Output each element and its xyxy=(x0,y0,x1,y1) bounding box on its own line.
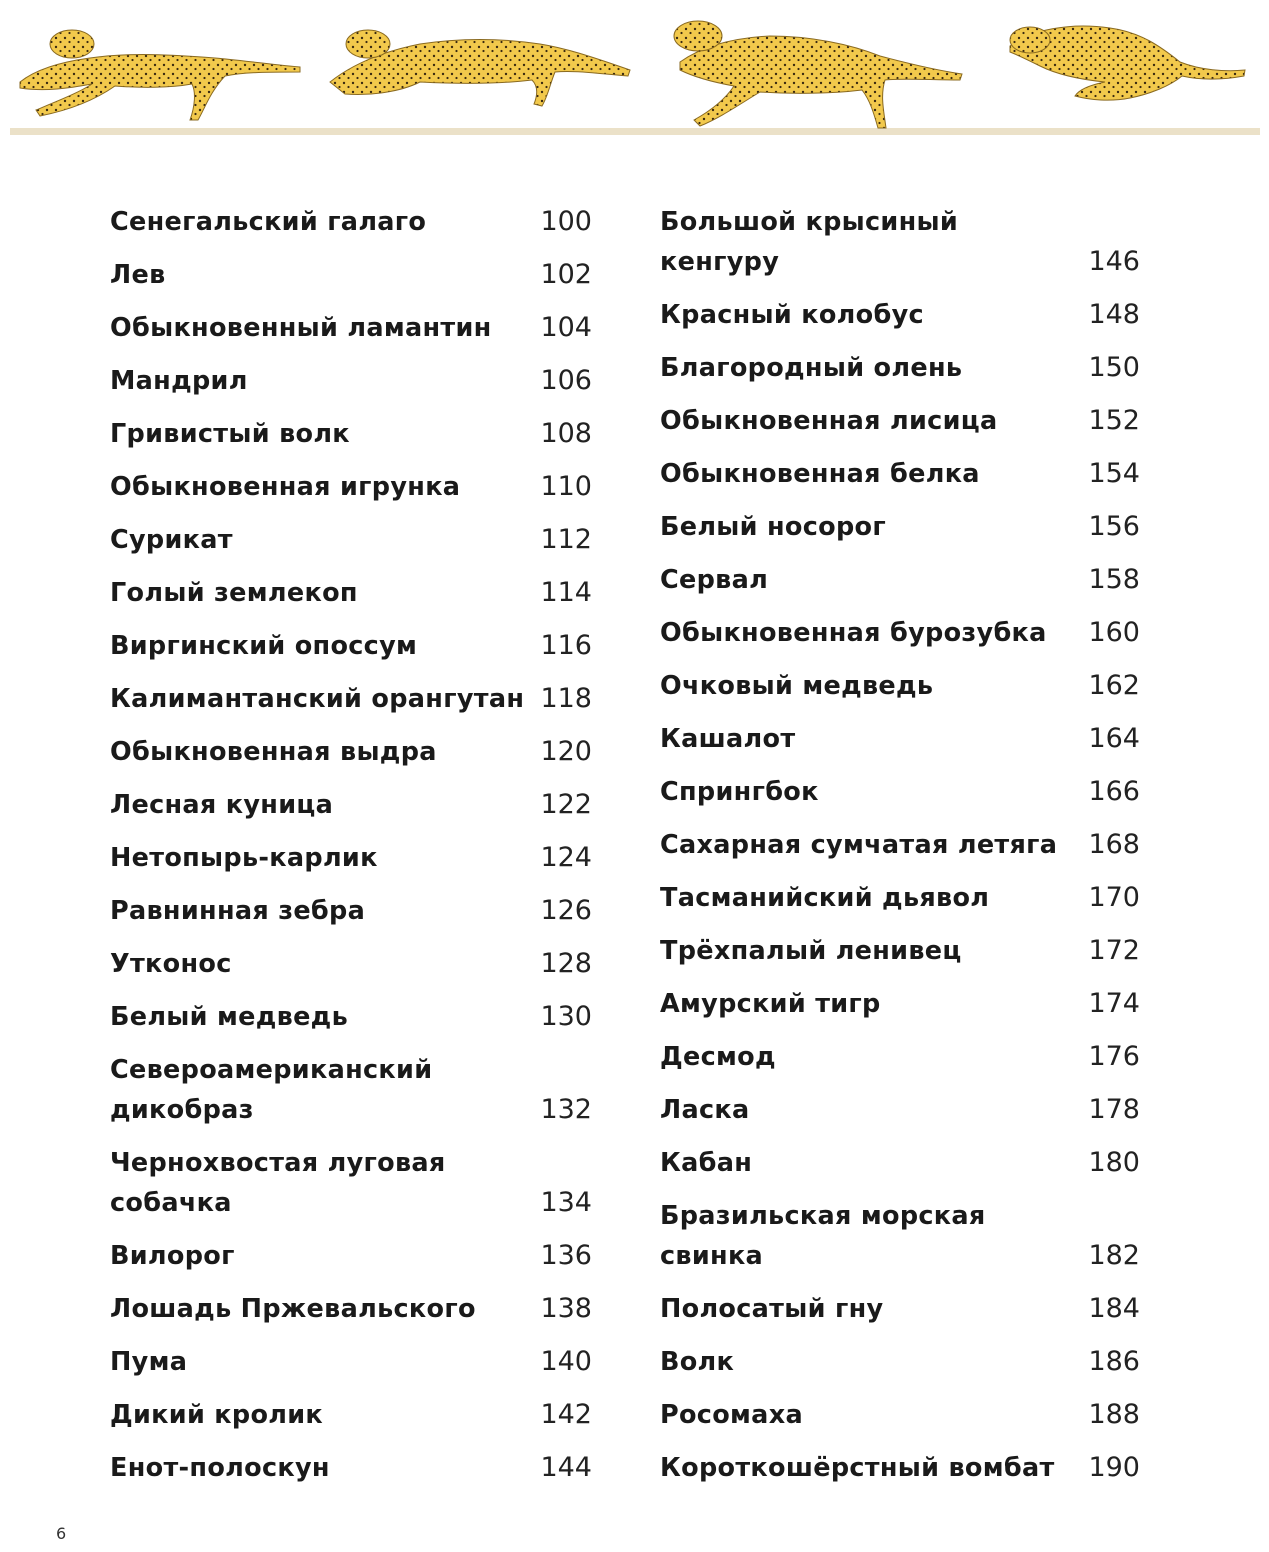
toc-entry[interactable]: Десмод 176 xyxy=(660,1041,1140,1072)
toc-entry[interactable]: Обыкновенная выдра 120 xyxy=(110,736,592,767)
toc-entry[interactable]: Сервал 158 xyxy=(660,564,1140,595)
toc-entry[interactable]: Дикий кролик 142 xyxy=(110,1399,592,1430)
toc-entry[interactable]: Росомаха 188 xyxy=(660,1399,1140,1430)
cheetah-figure-1 xyxy=(20,30,300,120)
toc-entry[interactable]: Тасманийский дьявол 170 xyxy=(660,882,1140,913)
toc-column-left xyxy=(110,202,592,1501)
toc-entry[interactable]: Полосатый гну 184 xyxy=(660,1293,1140,1324)
toc-entry[interactable]: Мандрил 106 xyxy=(110,365,592,396)
toc-entry[interactable]: Ласка 178 xyxy=(660,1094,1140,1125)
toc-entry[interactable]: Трёхпалый ленивец 172 xyxy=(660,935,1140,966)
cheetah-figure-2 xyxy=(330,30,630,106)
toc-entry[interactable]: Пума 140 xyxy=(110,1346,592,1377)
toc-entry[interactable]: Обыкновенная бурозубка 160 xyxy=(660,617,1140,648)
toc-entry[interactable]: Лесная куница 122 xyxy=(110,789,592,820)
toc-entry[interactable]: Очковый медведь 162 xyxy=(660,670,1140,701)
toc-entry[interactable]: Волк 186 xyxy=(660,1346,1140,1377)
toc-entry[interactable]: Енот-полоскун 144 xyxy=(110,1452,592,1483)
page-number: 6 xyxy=(56,1524,67,1543)
toc-entry[interactable]: Спрингбок 166 xyxy=(660,776,1140,807)
toc-entry[interactable]: Бразильская морская свинка 182 xyxy=(660,1201,1140,1271)
toc-entry[interactable]: Нетопырь-карлик 124 xyxy=(110,842,592,873)
toc-entry[interactable]: Вилорог 136 xyxy=(110,1240,592,1271)
toc-entry[interactable]: Лошадь Пржевальского 138 xyxy=(110,1293,592,1324)
toc-entry[interactable]: Короткошёрстный вомбат 190 xyxy=(660,1452,1140,1483)
toc-entry[interactable]: Утконос 128 xyxy=(110,948,592,979)
toc-entry[interactable]: Сахарная сумчатая летяга 168 xyxy=(660,829,1140,860)
toc-entry[interactable]: Равнинная зебра 126 xyxy=(110,895,592,926)
toc-entry[interactable]: Сурикат 112 xyxy=(110,524,592,555)
toc-entry[interactable]: Чернохвостая луговая собачка 134 xyxy=(110,1148,592,1218)
cheetah-figure-4 xyxy=(1010,26,1245,100)
toc-entry[interactable]: Лев 102 xyxy=(110,259,592,290)
toc-entry[interactable]: Обыкновенная игрунка 110 xyxy=(110,471,592,502)
toc-entry[interactable]: Большой крысиный кенгуру 146 xyxy=(660,207,1140,277)
toc-entry[interactable]: Обыкновенная белка 154 xyxy=(660,458,1140,489)
toc-entry[interactable]: Белый медведь 130 xyxy=(110,1001,592,1032)
toc-entry[interactable]: Амурский тигр 174 xyxy=(660,988,1140,1019)
toc-entry[interactable]: Благородный олень 150 xyxy=(660,352,1140,383)
cheetah-illustration xyxy=(0,0,1269,150)
ground-shadow xyxy=(10,128,1260,135)
cheetah-figure-3 xyxy=(674,21,962,128)
toc-entry[interactable]: Голый землекоп 114 xyxy=(110,577,592,608)
toc-entry[interactable]: Североамериканский дикобраз 132 xyxy=(110,1055,592,1125)
toc-entry[interactable]: Обыкновенная лисица 152 xyxy=(660,405,1140,436)
toc-entry[interactable]: Красный колобус 148 xyxy=(660,299,1140,330)
toc-entry[interactable]: Сенегальский галаго 100 xyxy=(110,206,592,237)
toc-entry[interactable]: Виргинский опоссум 116 xyxy=(110,630,592,661)
toc-entry[interactable]: Калимантанский орангутан 118 xyxy=(110,683,592,714)
toc-entry[interactable]: Гривистый волк 108 xyxy=(110,418,592,449)
toc-entry[interactable]: Обыкновенный ламантин 104 xyxy=(110,312,592,343)
toc-entry[interactable]: Кабан 180 xyxy=(660,1147,1140,1178)
toc-column-right xyxy=(660,202,1140,1501)
toc-entry[interactable]: Белый носорог 156 xyxy=(660,511,1140,542)
toc-entry[interactable]: Кашалот 164 xyxy=(660,723,1140,754)
